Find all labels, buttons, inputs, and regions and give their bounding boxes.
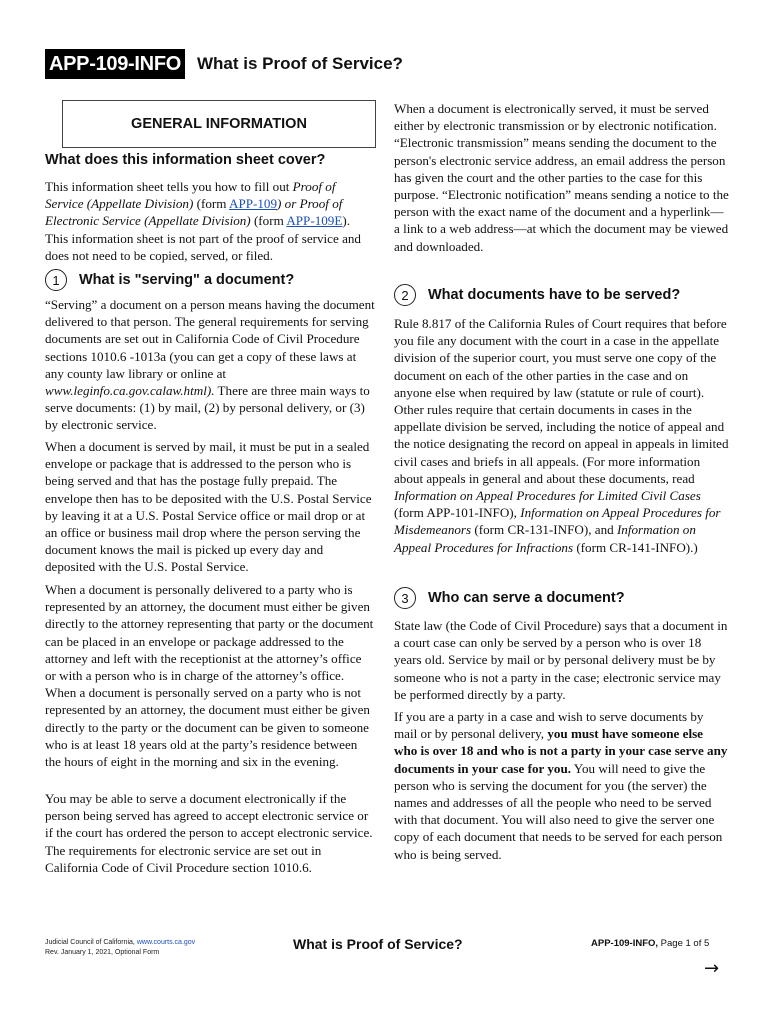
intro-paragraph: This information sheet tells you how to fill out Proof of Service (Appellate Division) (form APP-109) or Proof of Electronic Service (Appellate Division) (form APP-109E). This information sheet is not part of the proof of service and does not need to be copied, served, or filed. xyxy=(45,179,361,263)
page-title: What is Proof of Service? xyxy=(197,54,403,73)
section-title: Who can serve a document? xyxy=(428,590,625,606)
serving-paragraph-mail: When a document is served by mail, it must be put in a sealed envelope or package that is addressed to the person who is being served and that has the postage fully prepaid. The envelope then has to be deposited with the U.S. Postal Service by leaving it at a U.S. Postal Service office or mail drop or at an office or business mail drop where the person serving the document knows the mail is picked up every day and deposited with the U.S. Postal Service. xyxy=(45,439,372,575)
page-header xyxy=(45,48,403,80)
section-2-heading xyxy=(394,284,680,306)
footer-left: Judicial Council of California, www.courts.ca.gov Rev. January 1, 2021, Optional Form xyxy=(45,939,196,956)
serving-paragraph-personal: When a document is personally delivered to a party who is represented by an attorney, the document must either be given directly to the attorney representing that party or the document can be placed in an envelope or package addressed to the attorney and left with the receptionist at the attorney’s office or with a person who is in charge of the attorney’s office. When a document is personally served on a party who is not represented by an attorney, the document must either be given directly to the party or the document can be given to someone who is at least 18 years old at the party’s residence between the hours of eight in the morning and six in the evening. xyxy=(45,582,374,770)
section-1-heading xyxy=(45,269,294,291)
documents-served-paragraph: Rule 8.817 of the California Rules of Court requires that before you file any document with the court in a case in the appellate division of the superior court, you must serve one copy of the document on each of the other parties in the case and on anyone else when required by law (statute or rule of court). Other rules require that certain documents in cases in the appellate division be served, including the notice of appeal and the notice designating the record on appeal in appeals in limited civil cases and briefs in all appeals. (For more information about appeals in general and about these documents, read Information on Appeal Procedures for Limited Civil Cases (form APP-101-INFO), Information on Appeal Procedures for Misdemeanors (form CR-131-INFO), and Information on Appeal Procedures for Infractions (form CR-141-INFO).) xyxy=(394,316,729,555)
intro-heading: What does this information sheet cover? xyxy=(45,152,326,168)
who-can-serve-paragraph-1: State law (the Code of Civil Procedure) says that a document in a court case can only be served by a person who is over 18 years old. Service by mail or by personal delivery must be by someone who is not a party in the case; electronic service may be performed directly by a party. xyxy=(394,618,728,702)
footer-title: What is Proof of Service? xyxy=(293,936,463,952)
form-id-badge: APP-109-INFO xyxy=(45,49,185,79)
who-can-serve-paragraph-2: If you are a party in a case and wish to serve documents by mail or by personal delivery, you must have someone else who is over 18 and who is not a party in your case serve any documents in your case for you. You will need to give the person who is serving the document for you (the server) the names and addresses of all the people who need to be served with that document. You will also need to give the server one copy of each document that needs to be served for each person who is being served. xyxy=(394,709,728,862)
section-number: 3 xyxy=(394,587,416,609)
page-number: APP-109-INFO, Page 1 of 5 xyxy=(591,938,710,949)
serving-paragraph-electronic: You may be able to serve a document electronically if the person being served has agreed to accept electronic service or if the court has ordered the person to accept electronic service. The requirements for electronic service are set out in California Code of Civil Procedure section 1010.6. xyxy=(45,791,373,875)
section-title: What is "serving" a document? xyxy=(79,272,295,288)
app-109-link[interactable]: APP-109 xyxy=(228,196,278,212)
section-3-heading xyxy=(394,587,625,609)
serving-paragraph-1: “Serving” a document on a person means having the document delivered to that person. The general requirements for serving documents are set out in California Code of Civil Procedure sections 1010.6 -1013a (you can get a copy of these laws at any county law library or online at www.leginfo.ca.gov.calaw.html). There are three main ways to serve documents: (1) by mail, (2) by personal delivery, or (3) by electronic service. xyxy=(45,297,375,433)
section-number: 1 xyxy=(45,269,67,291)
electronic-service-paragraph: When a document is electronically served, it must be served either by electronic transmission or by electronic notification. “Electronic transmission” means sending the document to the person's electronic service address, an email address the person has given the court and the other parties to the case for this purpose. “Electronic notification” means sending a notice to the person with the exact name of the document and a hyperlink—a link to a web address—at which the document may be viewed and downloaded. xyxy=(394,101,729,254)
courts-website-link[interactable]: www.courts.ca.gov xyxy=(136,939,196,946)
general-information-box: GENERAL INFORMATION xyxy=(62,100,376,148)
app-109e-link[interactable]: APP-109E xyxy=(286,213,343,229)
next-page-arrow-icon[interactable]: → xyxy=(704,958,720,979)
revision-date: Rev. January 1, 2021, Optional Form xyxy=(45,949,160,956)
section-title: What documents have to be served? xyxy=(428,287,681,303)
section-number: 2 xyxy=(394,284,416,306)
